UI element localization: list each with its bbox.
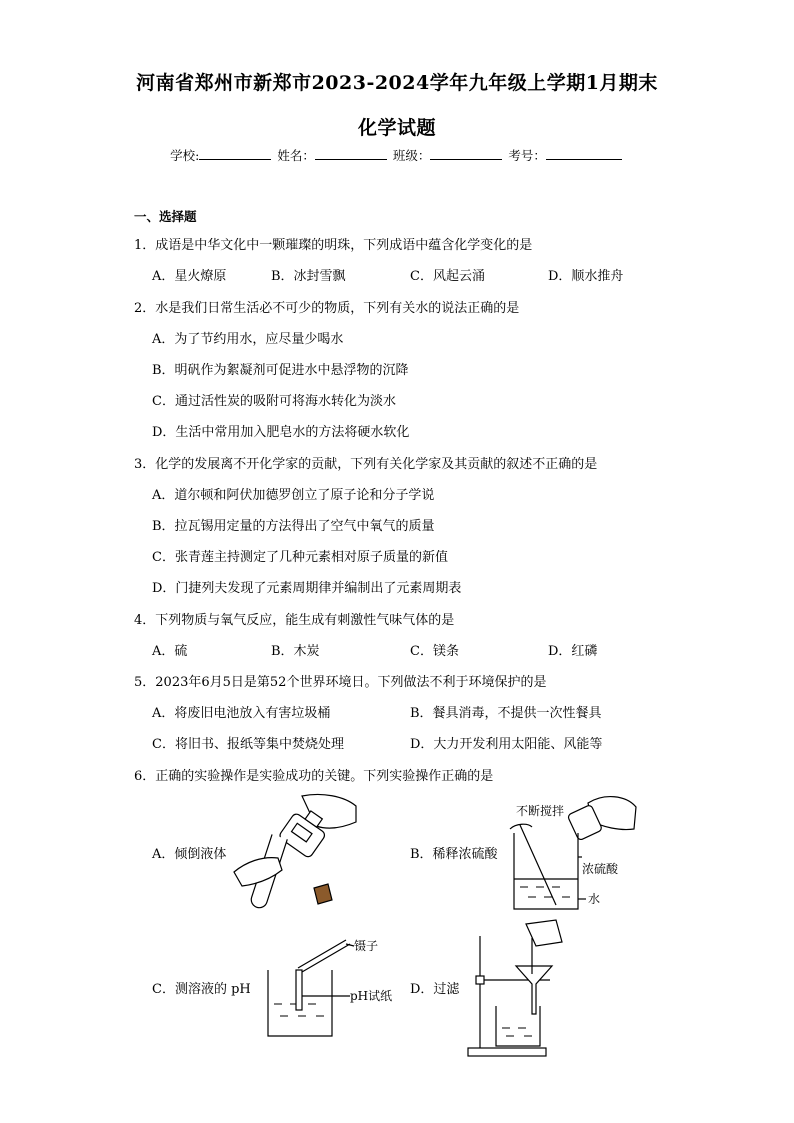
q3-option-d[interactable]: D．门捷列夫发现了元素周期律并编制出了元素周期表 bbox=[152, 581, 462, 596]
q6-option-d[interactable]: D．过滤 bbox=[410, 982, 460, 997]
water-surface-dashes bbox=[520, 887, 570, 897]
q3-option-c[interactable]: C．张青莲主持测定了几种元素相对原子质量的新值 bbox=[152, 550, 448, 565]
q5-option-a[interactable]: A．将废旧电池放入有害垃圾桶 bbox=[152, 706, 331, 721]
q5-option-d[interactable]: D．大力开发利用太阳能、风能等 bbox=[410, 737, 603, 752]
measure-ph-figure bbox=[262, 934, 402, 1044]
funnel-icon bbox=[516, 966, 552, 1014]
q2-option-d[interactable]: D．生活中常用加入肥皂水的方法将硬水软化 bbox=[152, 425, 410, 440]
lower-hand-icon bbox=[234, 858, 282, 886]
q2-option-a[interactable]: A．为了节约用水，应尽量少喝水 bbox=[152, 332, 344, 347]
dilute-acid-figure bbox=[506, 793, 640, 917]
q6-option-b[interactable]: B．稀释浓硫酸 bbox=[410, 847, 498, 862]
q1-option-b[interactable]: B．冰封雪飘 bbox=[271, 269, 346, 284]
q3-option-b[interactable]: B．拉瓦锡用定量的方法得出了空气中氧气的质量 bbox=[152, 519, 435, 534]
question-2-stem: 2．水是我们日常生活必不可少的物质，下列有关水的说法正确的是 bbox=[134, 301, 520, 316]
glass-rod-icon bbox=[520, 825, 556, 905]
tweezers-icon bbox=[298, 940, 350, 972]
exam-number-blank[interactable] bbox=[546, 147, 622, 160]
beaker-icon bbox=[514, 833, 578, 909]
label-ph-paper: pH试纸 bbox=[350, 989, 393, 1003]
q4-option-b[interactable]: B．木炭 bbox=[271, 644, 320, 659]
q5-option-b[interactable]: B．餐具消毒，不提供一次性餐具 bbox=[410, 706, 602, 721]
q4-option-d[interactable]: D．红磷 bbox=[548, 644, 598, 659]
question-1-stem: 1．成语是中华文化中一颗璀璨的明珠，下列成语中蕴含化学变化的是 bbox=[134, 238, 533, 253]
q6-option-a[interactable]: A．倾倒液体 bbox=[152, 847, 227, 862]
filtrate-dashes bbox=[502, 1028, 532, 1036]
q3-option-a[interactable]: A．道尔顿和阿伏加德罗创立了原子论和分子学说 bbox=[152, 488, 435, 503]
label-stir: 不断搅拌 bbox=[516, 804, 565, 818]
student-info-fields bbox=[0, 146, 794, 164]
question-6-stem: 6．正确的实验操作是实验成功的关键。下列实验操作正确的是 bbox=[134, 769, 494, 784]
q1-option-a[interactable]: A．星火燎原 bbox=[152, 269, 227, 284]
name-label: 姓名： bbox=[277, 148, 315, 163]
label-tweezers: 镊子 bbox=[354, 939, 379, 953]
class-blank[interactable] bbox=[430, 147, 502, 160]
question-5-stem: 5．2023年6月5日是第52个世界环境日。下列做法不利于环境保护的是 bbox=[134, 675, 547, 690]
exam-number-label: 考号： bbox=[508, 148, 546, 163]
label-acid: 浓硫酸 bbox=[582, 862, 619, 876]
stopper-icon bbox=[314, 884, 332, 904]
q6-option-c[interactable]: C．测溶液的 pH bbox=[152, 982, 251, 997]
school-blank[interactable] bbox=[199, 147, 271, 160]
q4-option-c[interactable]: C．镁条 bbox=[410, 644, 459, 659]
stand-base-icon bbox=[468, 1048, 546, 1056]
school-label: 学校: bbox=[170, 148, 200, 163]
ph-paper-icon bbox=[296, 970, 302, 1010]
exam-title-line1: 河南省郑州市新郑市2023-2024学年九年级上学期1月期末 bbox=[136, 72, 658, 94]
q5-option-c[interactable]: C．将旧书、报纸等集中焚烧处理 bbox=[152, 737, 344, 752]
q4-option-a[interactable]: A．硫 bbox=[152, 644, 188, 659]
question-4-stem: 4．下列物质与氧气反应，能生成有刺激性气味气体的是 bbox=[134, 613, 455, 628]
class-label: 班级： bbox=[392, 148, 431, 163]
exam-title-line2: 化学试题 bbox=[357, 117, 436, 139]
name-blank[interactable] bbox=[315, 147, 387, 160]
pouring-liquid-figure bbox=[232, 792, 362, 914]
section-heading: 一、选择题 bbox=[134, 209, 197, 224]
label-water: 水 bbox=[588, 892, 601, 906]
question-3-stem: 3．化学的发展离不开化学家的贡献，下列有关化学家及其贡献的叙述不正确的是 bbox=[134, 457, 598, 472]
q2-option-c[interactable]: C．通过活性炭的吸附可将海水转化为淡水 bbox=[152, 394, 396, 409]
filtration-figure bbox=[466, 918, 570, 1058]
q2-option-b[interactable]: B．明矾作为絮凝剂可促进水中悬浮物的沉降 bbox=[152, 363, 409, 378]
q1-option-c[interactable]: C．风起云涌 bbox=[410, 269, 485, 284]
q1-option-d[interactable]: D．顺水推舟 bbox=[548, 269, 624, 284]
